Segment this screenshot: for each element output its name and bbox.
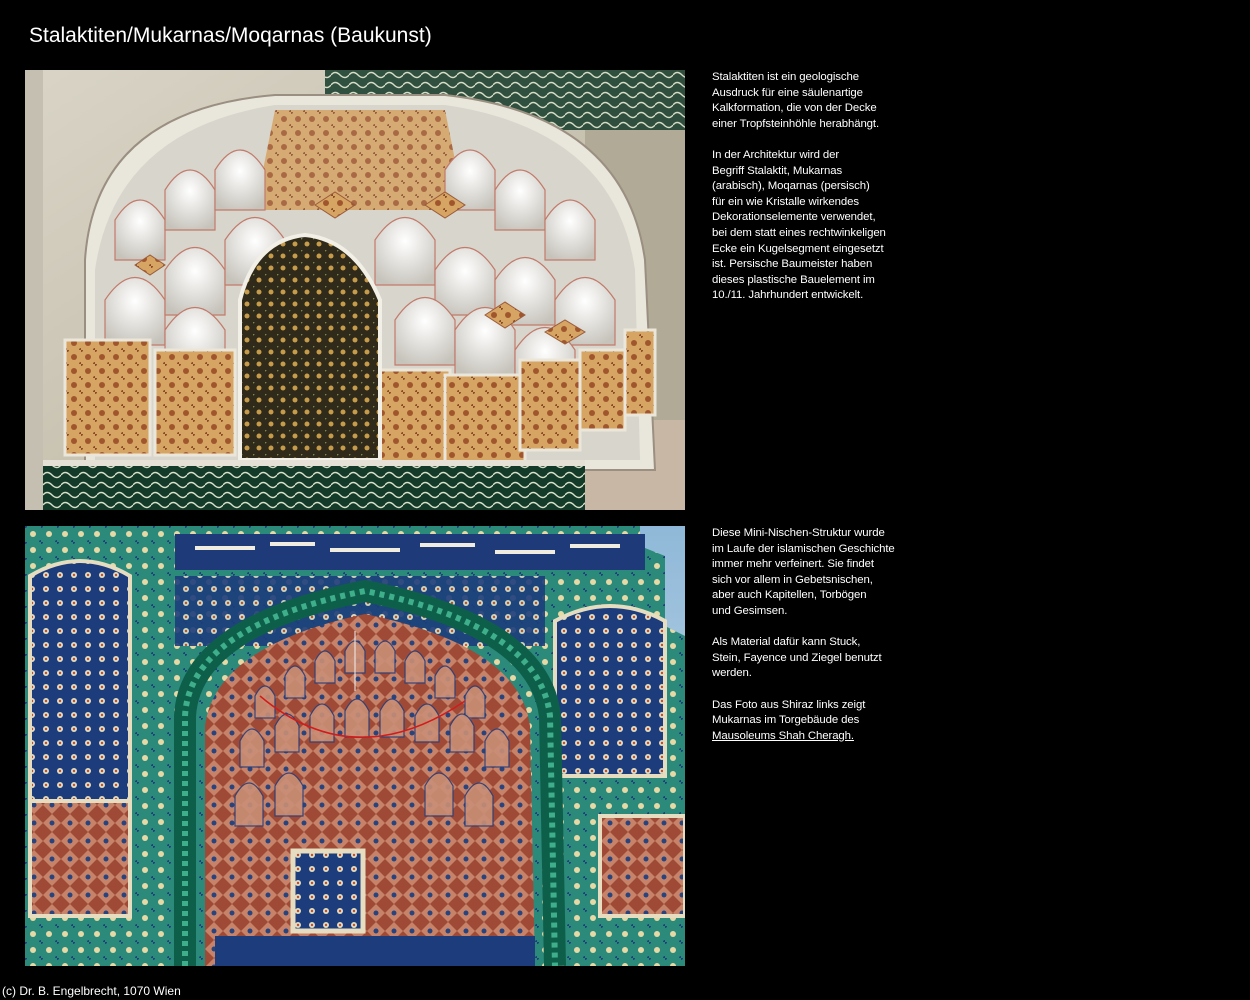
paragraph-refinement: Diese Mini-Nischen-Struktur wurde im Laufe der islamischen Geschichte immer mehr verfeinert. Sie findet sich vor allem in Gebetsnischen, aber auch Kapitellen, Torbögen und Gesimsen. — [712, 527, 895, 617]
description-section-1 — [712, 70, 917, 304]
paragraph-photo-caption — [712, 698, 917, 745]
description-section-2 — [712, 526, 917, 744]
page-title: Stalaktiten/Mukarnas/Moqarnas (Baukunst) — [29, 24, 432, 47]
copyright-footer: (c) Dr. B. Engelbrecht, 1070 Wien — [2, 984, 181, 998]
paragraph-geology: Stalaktiten ist ein geologische Ausdruck für eine säulenartige Kalkformation, die von der Decke einer Tropfsteinhöhle herabhängt. — [712, 71, 880, 130]
photo-shah-cheragh-portal — [25, 526, 685, 966]
photo-stucco-mukarnas — [25, 70, 685, 510]
paragraph-materials: Als Material dafür kann Stuck, Stein, Fayence und Ziegel benutzt werden. — [712, 636, 882, 680]
mausoleum-link[interactable]: Mausoleums Shah Cheragh. — [712, 729, 854, 742]
photo-caption-text: Das Foto aus Shiraz links zeigt Mukarnas im Torgebäude des — [712, 698, 866, 727]
paragraph-architecture: In der Architektur wird der Begriff Stalaktit, Mukarnas (arabisch), Moqarnas (persisch) für ein wie Kristalle wirkendes Dekorationselemente verwendet, bei dem statt eines rechtwinkeligen Ecke ein Kugelsegment eingesetzt ist. Persische Baumeister haben dieses plastische Bauelement im 10./11. Jahrhundert entwickelt. — [712, 148, 886, 302]
